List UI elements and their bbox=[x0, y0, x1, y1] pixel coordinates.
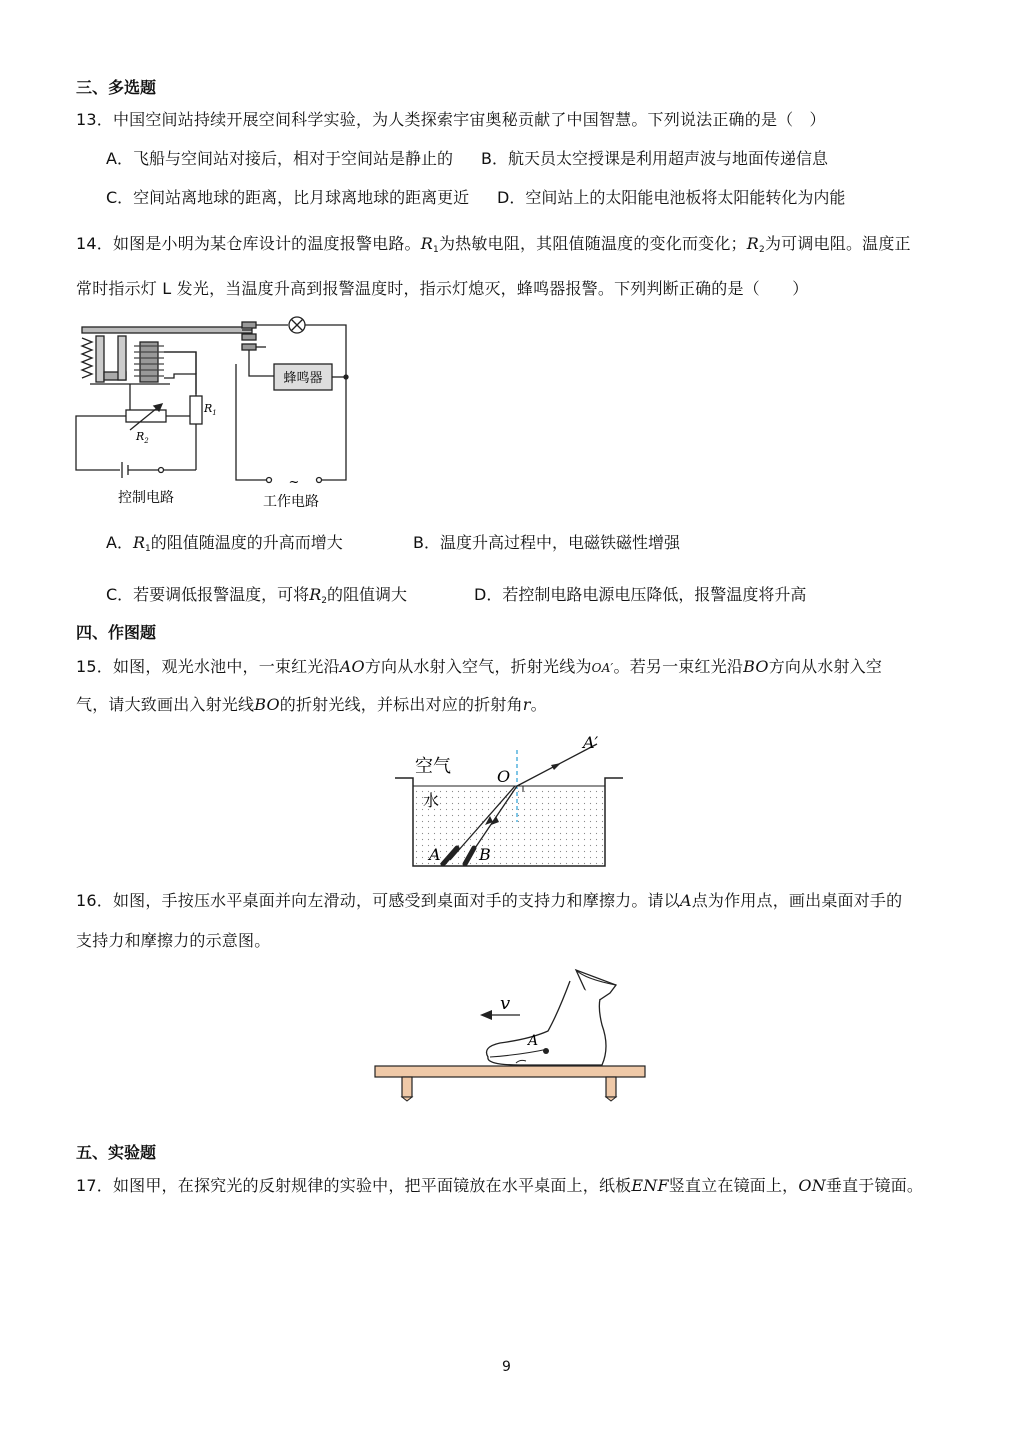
section-heading-multiple-choice: 三、多选题 bbox=[76, 78, 157, 97]
q14-option-b: B．温度升高过程中，电磁铁磁性增强 bbox=[413, 533, 680, 552]
q15-line1: 15．如图，观光水池中，一束红光沿AO方向从水射入空气，折射光线为OA′。若另一束红光沿BO方向从水射入空 bbox=[76, 657, 883, 676]
q13-option-b: B．航天员太空授课是利用超声波与地面传递信息 bbox=[481, 149, 828, 168]
q14-option-d: D．若控制电路电源电压降低，报警温度将升高 bbox=[474, 585, 807, 604]
work-circuit-label: 工作电路 bbox=[263, 494, 319, 510]
water-label: 水 bbox=[423, 791, 440, 810]
q16-line2: 支持力和摩擦力的示意图。 bbox=[76, 931, 271, 950]
point-b-label: B bbox=[479, 845, 491, 864]
velocity-label: v bbox=[500, 993, 511, 1014]
q16-hand-on-table-diagram bbox=[370, 965, 650, 1105]
section-heading-experiment: 五、实验题 bbox=[76, 1143, 157, 1162]
q14-stem-line2: 常时指示灯 L 发光，当温度升高到报警温度时，指示灯熄灭，蜂鸣器报警。下列判断正确的是（ ） bbox=[76, 279, 809, 298]
ac-symbol: ~ bbox=[288, 475, 300, 490]
r1-label: $R_1$ bbox=[204, 402, 217, 417]
q15-line2: 气，请大致画出入射光线BO的折射光线，并标出对应的折射角r。 bbox=[76, 695, 547, 714]
page-number: 9 bbox=[502, 1359, 511, 1375]
point-o-label: O bbox=[497, 767, 511, 786]
control-circuit-label: 控制电路 bbox=[118, 490, 174, 506]
q17-line1: 17．如图甲，在探究光的反射规律的实验中，把平面镜放在水平桌面上，纸板ENF竖直立在镜面上，ON垂直于镜面。 bbox=[76, 1176, 924, 1195]
q14-stem-line1: 14．如图是小明为某仓库设计的温度报警电路。$R_1$为热敏电阻，其阻值随温度的变化而变化；$R_2$为可调电阻。温度正 bbox=[76, 234, 911, 255]
r2-label: $R_2$ bbox=[136, 430, 149, 445]
q13-stem: 13．中国空间站持续开展空间科学实验，为人类探索宇宙奥秘贡献了中国智慧。下列说法正确的是（ ） bbox=[76, 110, 826, 129]
q13-option-a: A．飞船与空间站对接后，相对于空间站是静止的 bbox=[106, 149, 453, 168]
q15-refraction-diagram bbox=[385, 730, 635, 870]
q14-option-a: A．$R_1$的阻值随温度的升高而增大 bbox=[106, 533, 343, 554]
section-heading-drawing: 四、作图题 bbox=[76, 623, 157, 642]
buzzer-label: 蜂鸣器 bbox=[283, 371, 323, 386]
point-a-label: A bbox=[528, 1033, 539, 1049]
q13-option-d: D．空间站上的太阳能电池板将太阳能转化为内能 bbox=[497, 188, 846, 207]
q13-option-c: C．空间站离地球的距离，比月球离地球的距离更近 bbox=[106, 188, 470, 207]
point-a-label: A bbox=[429, 845, 441, 864]
q14-circuit-diagram bbox=[70, 312, 370, 512]
q14-option-c: C．若要调低报警温度，可将$R_2$的阻值调大 bbox=[106, 585, 407, 606]
point-a-prime-label: A′ bbox=[583, 733, 599, 752]
q16-line1: 16．如图，手按压水平桌面并向左滑动，可感受到桌面对手的支持力和摩擦力。请以A点为作用点，画出桌面对手的 bbox=[76, 891, 903, 910]
air-label: 空气 bbox=[415, 756, 451, 777]
